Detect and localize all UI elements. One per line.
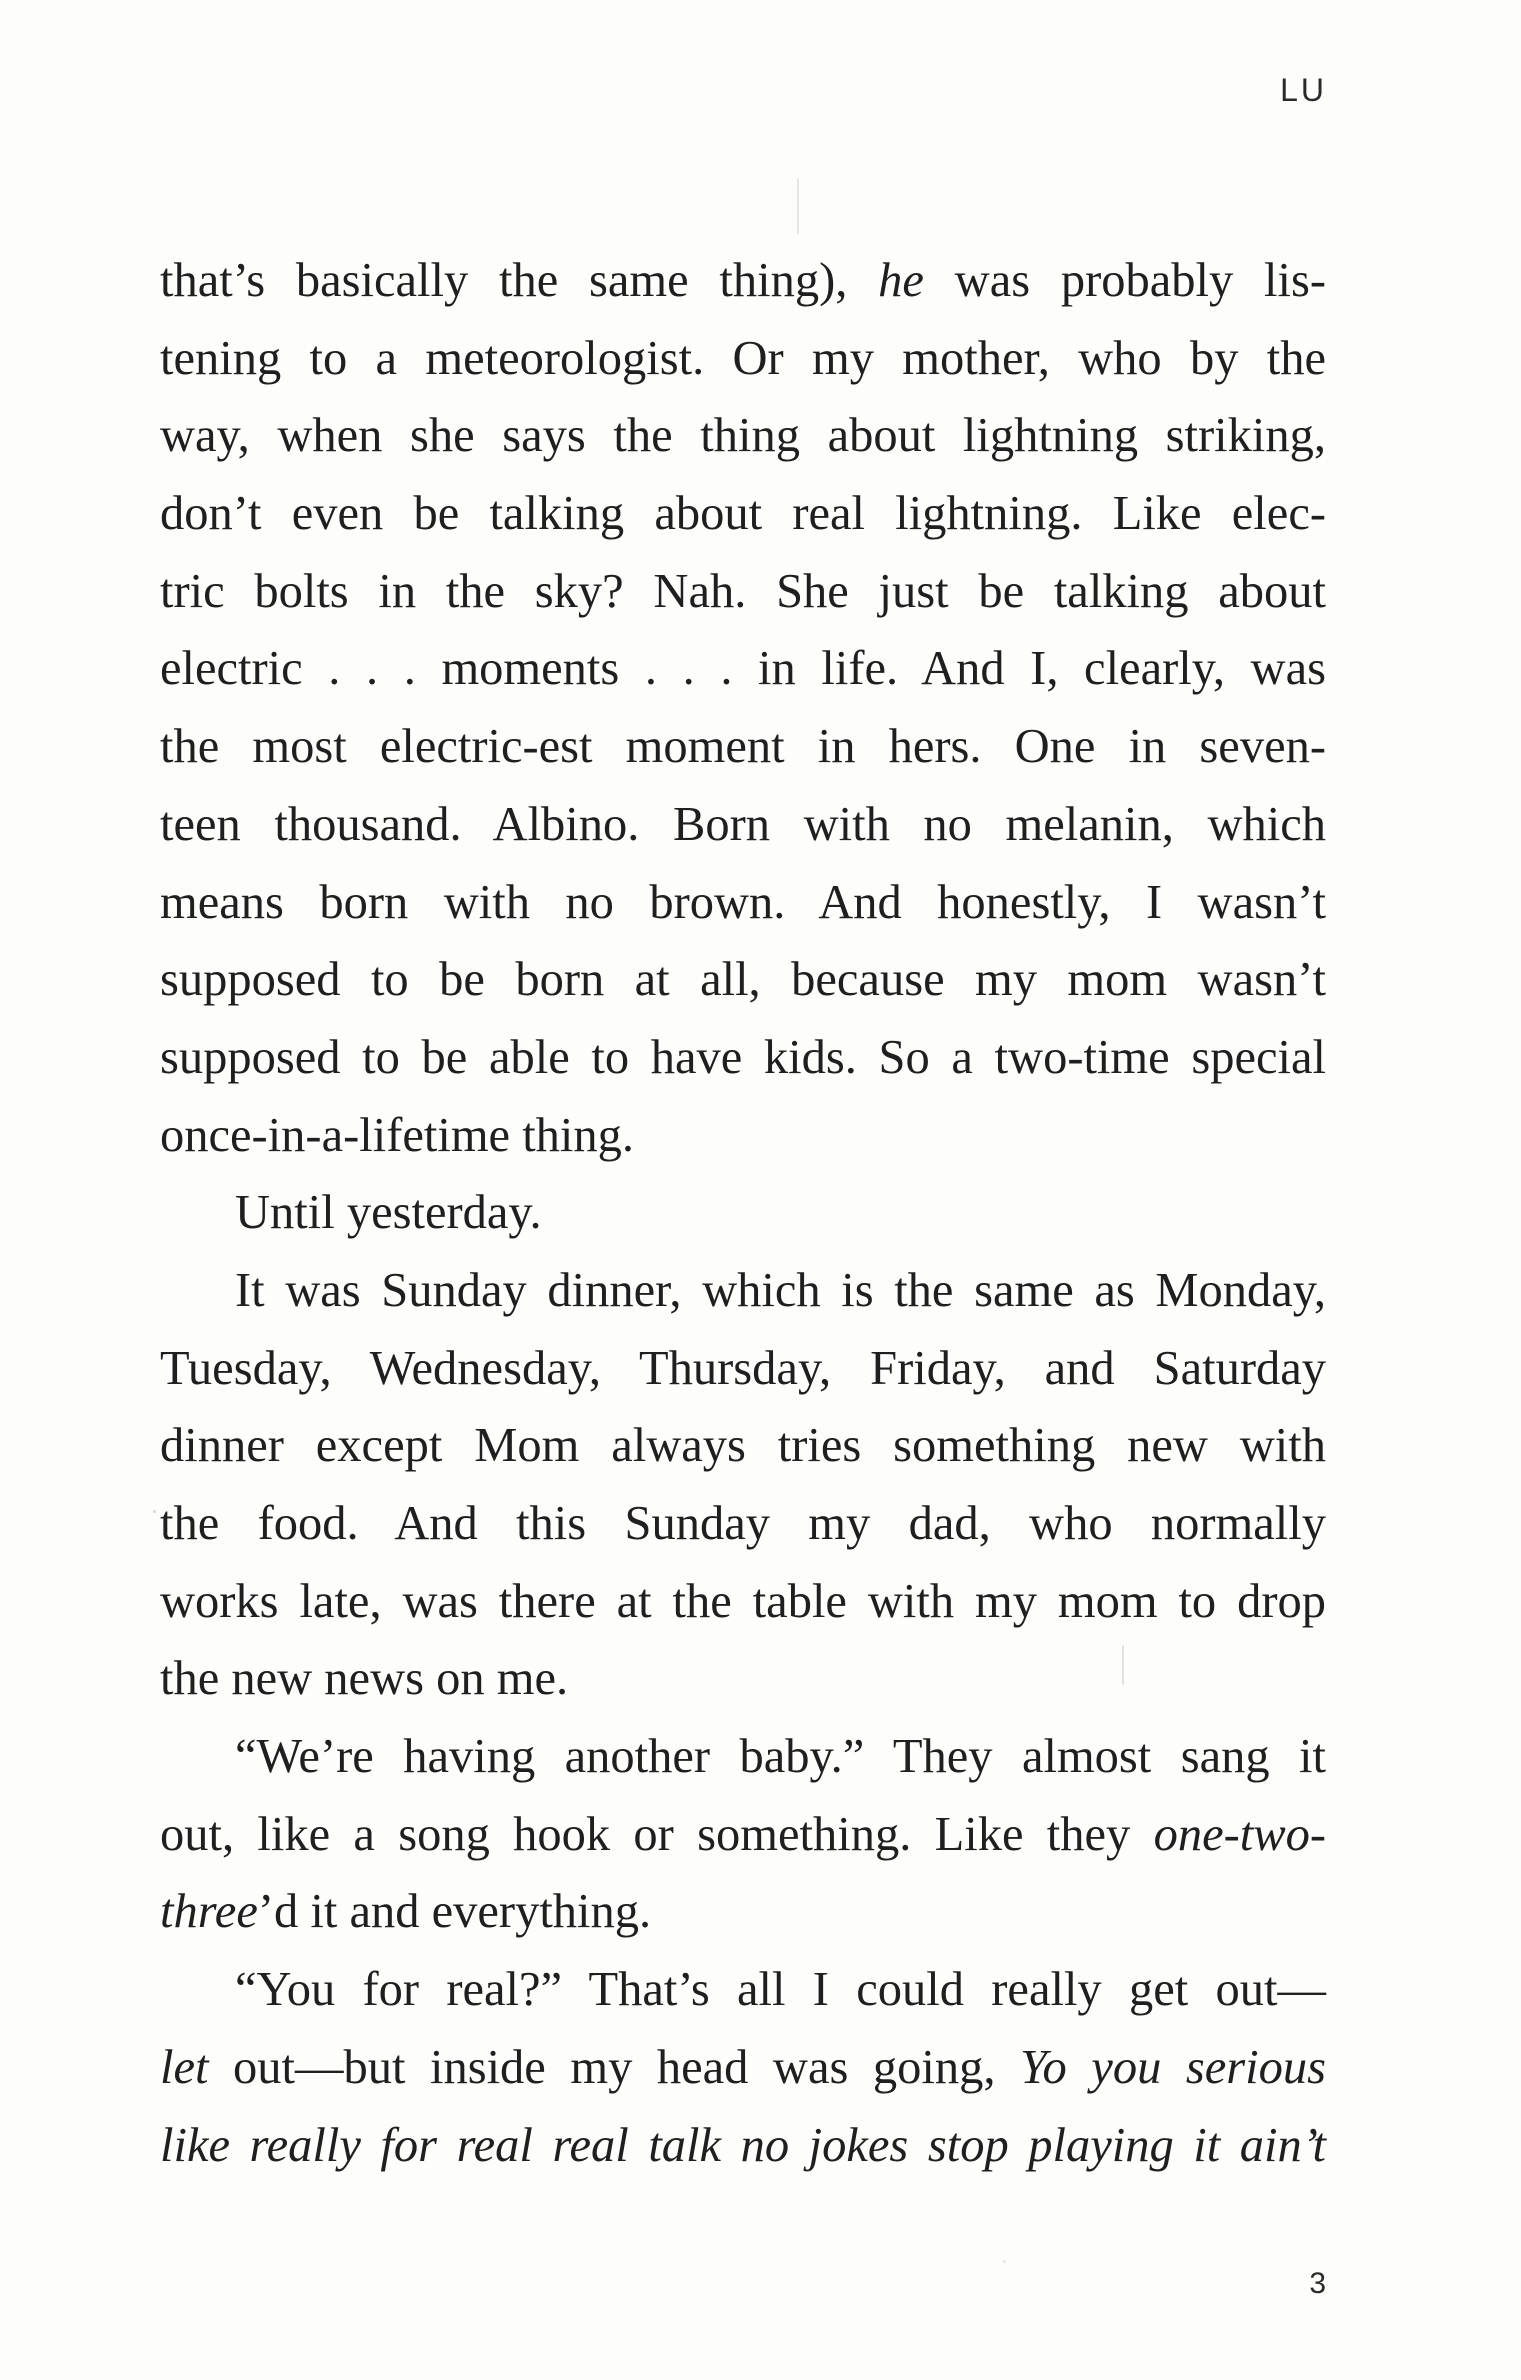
text-segment: supposed to be able to have kids. So a two-time special xyxy=(160,1030,1326,1084)
text-line xyxy=(160,242,1326,320)
text-line xyxy=(160,1951,1326,2029)
text-line xyxy=(160,1563,1326,1641)
italic-text-segment: one-two- xyxy=(1153,1807,1326,1861)
text-segment: “We’re having another baby.” They almost sang it xyxy=(235,1730,1326,1784)
text-segment: once-in-a-lifetime thing. xyxy=(160,1108,635,1162)
text-segment: teen thousand. Albino. Born with no melanin, which xyxy=(160,797,1326,851)
text-segment: the new news on me. xyxy=(160,1652,569,1706)
text-segment: out—but inside my head was going, xyxy=(208,2040,1021,2094)
text-segment: the food. And this Sunday my dad, who normally xyxy=(160,1497,1326,1550)
text-segment: “You for real?” That’s all I could really get out— xyxy=(235,1963,1326,2017)
text-line xyxy=(160,320,1326,398)
text-line xyxy=(160,1019,1326,1097)
text-line xyxy=(160,941,1326,1019)
scan-speck xyxy=(797,178,799,234)
text-line xyxy=(160,2029,1326,2107)
scan-speck xyxy=(1122,1645,1124,1685)
text-line xyxy=(160,1330,1326,1408)
text-line xyxy=(160,1640,1326,1718)
text-line xyxy=(160,1796,1326,1874)
text-segment: works late, was there at the table with my mom to drop xyxy=(160,1574,1326,1628)
italic-text-segment: Yo you serious xyxy=(1020,2040,1326,2094)
body-text xyxy=(160,242,1326,2184)
text-line xyxy=(160,630,1326,708)
text-line xyxy=(160,397,1326,475)
text-segment: supposed to be born at all, because my mom wasn’t xyxy=(160,953,1326,1007)
text-line xyxy=(160,1097,1326,1175)
italic-text-segment: three xyxy=(160,1885,258,1939)
text-line xyxy=(160,1485,1326,1563)
page-number: 3 xyxy=(1309,2267,1326,2300)
text-segment: means born with no brown. And honestly, I wasn’t xyxy=(160,875,1326,929)
text-segment: ’d it and everything. xyxy=(257,1885,652,1939)
text-line xyxy=(160,1407,1326,1485)
text-segment: tric bolts in the sky? Nah. She just be talking about xyxy=(160,564,1326,618)
scan-speck xyxy=(153,1510,156,1513)
italic-text-segment: let xyxy=(160,2040,209,2094)
scan-speck xyxy=(1003,2260,1006,2263)
text-line xyxy=(160,553,1326,631)
text-segment: tening to a meteorologist. Or my mother, who by the xyxy=(160,331,1326,385)
text-line xyxy=(160,708,1326,786)
text-segment: It was Sunday dinner, which is the same as Monday, xyxy=(235,1263,1326,1317)
text-line xyxy=(160,1718,1326,1796)
text-line xyxy=(160,2107,1326,2185)
text-line xyxy=(160,864,1326,942)
text-segment: electric . . . moments . . . in life. And I, clearly, was xyxy=(160,642,1326,696)
italic-text-segment: like really for real real talk no jokes stop playing it ain’t xyxy=(160,2118,1326,2172)
running-head: LU xyxy=(1280,72,1327,108)
text-segment: out, like a song hook or something. Like they xyxy=(160,1807,1154,1861)
text-segment: the most electric-est moment in hers. One in seven- xyxy=(160,720,1326,774)
text-line xyxy=(160,1252,1326,1330)
text-line xyxy=(160,786,1326,864)
text-segment: don’t even be talking about real lightning. Like elec- xyxy=(160,487,1326,541)
text-segment: Until yesterday. xyxy=(235,1186,542,1240)
text-line xyxy=(160,1873,1326,1951)
text-segment: was probably lis- xyxy=(923,254,1326,307)
text-segment: dinner except Mom always tries something new with xyxy=(160,1419,1326,1473)
text-segment: Tuesday, Wednesday, Thursday, Friday, and Saturday xyxy=(160,1341,1326,1395)
text-line xyxy=(160,1174,1326,1252)
text-line xyxy=(160,475,1326,553)
text-segment: that’s basically the same thing), xyxy=(160,254,879,307)
text-segment: way, when she says the thing about lightning striking, xyxy=(160,409,1326,463)
italic-text-segment: he xyxy=(878,254,924,307)
